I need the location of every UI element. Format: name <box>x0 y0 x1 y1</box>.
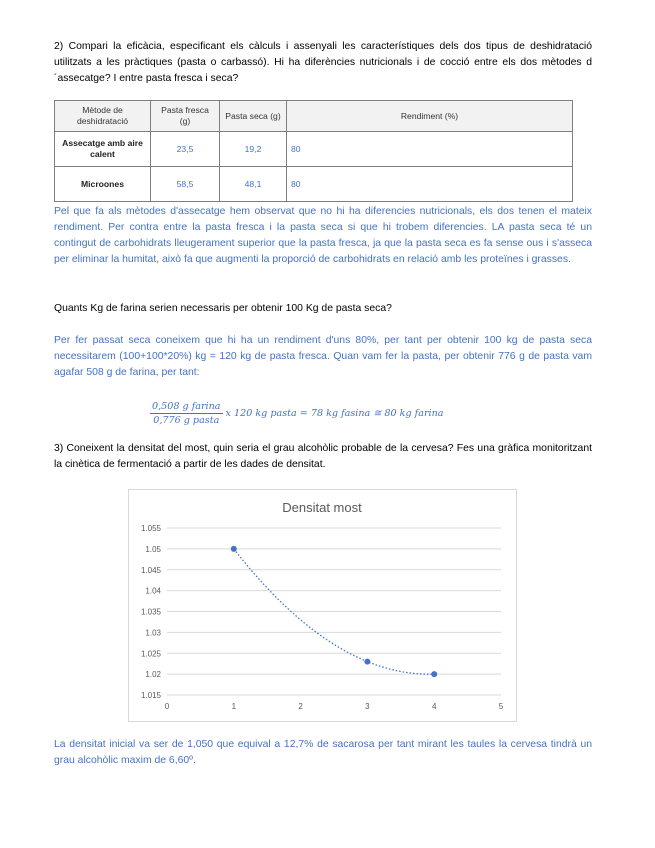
cell-dry: 19,2 <box>220 132 287 167</box>
y-tick-label: 1.015 <box>140 691 161 700</box>
cell-fresh: 58,5 <box>151 167 220 202</box>
cell-method: Assecatge amb aire calent <box>55 132 151 167</box>
chart-gridlines <box>167 528 501 695</box>
header-fresh: Pasta fresca (g) <box>151 101 220 132</box>
question-2: 2) Compari la eficàcia, especificant els càlculs i assenyali les característiques dels dos tipus de deshidratació utilitzats a les pràctiques (pasta o carbassó). Hi ha diferències nutricionals i de cocció entre els dos mètodes d´assecatge? I entre pasta fresca i seca? <box>54 41 592 84</box>
y-tick-label: 1.04 <box>145 586 161 596</box>
x-tick-label: 4 <box>431 702 437 711</box>
formula-numerator: 0,508 g farina <box>152 400 221 412</box>
question-3: 3) Coneixent la densitat del most, quin seria el grau alcohòlic probable de la cervesa? Fes una gràfica monitoritzant la cinètica de fermentació a partir de les dades de densitat. <box>54 443 592 470</box>
chart-title: Densitat most <box>282 500 362 515</box>
y-tick-label: 1.02 <box>145 670 161 680</box>
y-tick-label: 1.03 <box>145 628 161 638</box>
y-tick-label: 1.025 <box>140 649 161 659</box>
cell-dry: 48,1 <box>220 167 287 202</box>
flour-formula <box>150 395 444 431</box>
density-chart <box>128 489 517 722</box>
header-method: Mètode de deshidratació <box>55 101 151 132</box>
y-tick-label: 1.045 <box>140 565 161 575</box>
chart-y-ticks <box>141 524 162 700</box>
data-point <box>231 546 237 552</box>
answer-3: La densitat inicial va ser de 1,050 que equival a 12,7% de sacarosa per tant mirant les taules la cervesa tindrà un grau alcohòlic maxim de 6,60º. <box>54 739 592 766</box>
cell-yield: 80 <box>287 167 573 202</box>
cell-yield: 80 <box>287 132 573 167</box>
formula-fraction <box>150 401 223 426</box>
formula-rest: x 120 kg pasta = 78 kg fasina ≅ 80 kg farina <box>225 407 444 419</box>
header-yield: Rendiment (%) <box>287 101 573 132</box>
table-row <box>55 132 573 167</box>
dehydration-table <box>54 100 573 202</box>
x-tick-label: 1 <box>231 702 237 711</box>
x-tick-label: 2 <box>298 702 303 711</box>
table-row <box>55 167 573 202</box>
chart-x-ticks <box>165 702 504 711</box>
data-point <box>431 671 437 677</box>
formula-denominator: 0,776 g pasta <box>153 414 220 426</box>
data-point <box>364 659 370 665</box>
x-tick-label: 3 <box>365 702 370 711</box>
x-tick-label: 5 <box>498 702 504 711</box>
cell-method: Microones <box>55 167 151 202</box>
cell-fresh: 23,5 <box>151 132 220 167</box>
y-tick-label: 1.035 <box>140 607 161 617</box>
density-chart-svg <box>129 490 516 721</box>
y-tick-label: 1.055 <box>140 524 161 533</box>
table-header-row <box>55 101 573 132</box>
question-flour: Quants Kg de farina serien necessaris per obtenir 100 Kg de pasta seca? <box>54 303 392 314</box>
y-tick-label: 1.05 <box>145 544 161 554</box>
answer-2: Pel que fa als mètodes d'assecatge hem observat que no hi ha diferencies nutricionals, els dos tenen el mateix rendiment. Per contra entre la pasta fresca i la pasta seca si que hi trobem diferencies. LA pasta seca té un contingut de carbohidrats lleugerament superior que la pasta fresca, ja que la pasta seca es fa sense ous i s'asseca per eliminar la humitat, això fa que augmenti la proporció de carbohidrats en relació amb les proteïnes i grasses. <box>54 206 592 265</box>
header-dry: Pasta seca (g) <box>220 101 287 132</box>
x-tick-label: 0 <box>164 702 170 711</box>
answer-flour: Per fer passat seca coneixem que hi ha un rendiment d'uns 80%, per tant per obtenir 100 kg de pasta seca necessitarem (100+100*20%) kg = 120 kg de pasta fresca. Quan vam fer la pasta, per obtenir 776 g de pasta vam agafar 508 g de farina, per tant: <box>54 335 592 378</box>
